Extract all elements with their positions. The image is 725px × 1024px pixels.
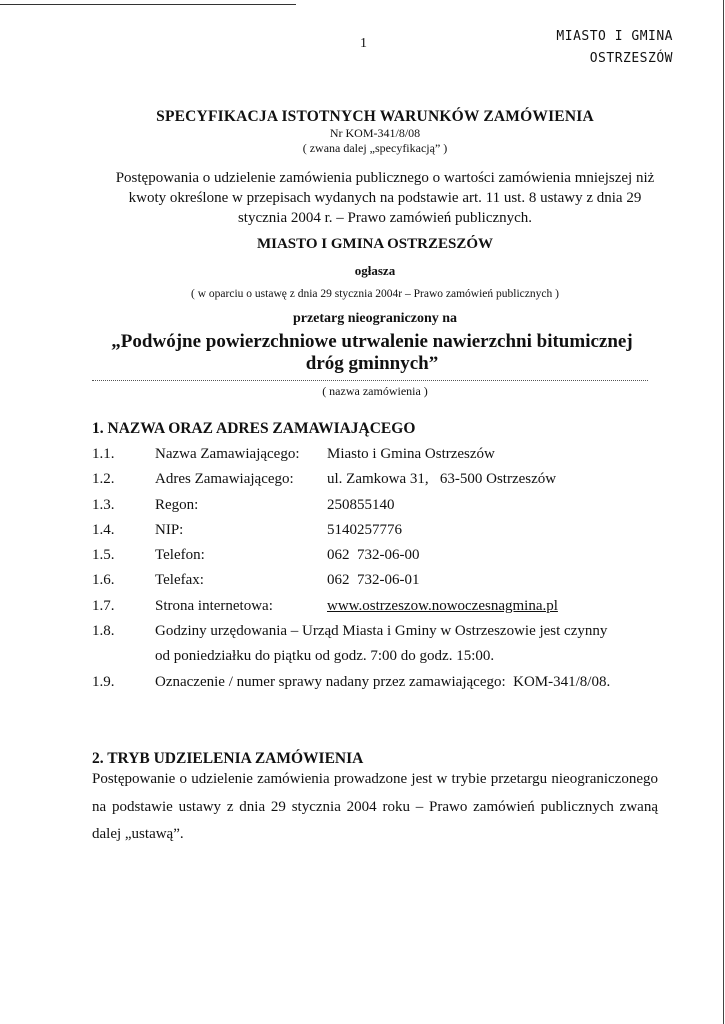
stamp-line-1: MIASTO I GMINA	[556, 29, 673, 44]
institution-stamp	[556, 26, 673, 70]
row-value: ul. Zamkowa 31, 63-500 Ostrzeszów	[327, 471, 557, 487]
info-row	[92, 623, 652, 647]
row-label: Telefon:	[155, 547, 205, 563]
row-label: NIP:	[155, 522, 184, 538]
info-row	[92, 547, 652, 571]
row-number: 1.6.	[92, 572, 115, 588]
order-name: „Podwójne powierzchniowe utrwalenie nawierzchni bitumicznej dróg gminnych”	[111, 331, 633, 374]
info-row	[92, 471, 652, 495]
row-label: Strona internetowa:	[155, 598, 273, 614]
info-row	[92, 497, 652, 521]
document-alias: ( zwana dalej „specyfikacją” )	[302, 141, 448, 155]
row-number: 1.9.	[92, 674, 115, 690]
section-1-heading: 1. NAZWA ORAZ ADRES ZAMAWIAJĄCEGO	[92, 420, 416, 437]
page-number: 1	[360, 36, 367, 51]
row-value: Miasto i Gmina Ostrzeszów	[327, 446, 495, 462]
order-name-caption: ( nazwa zamówienia )	[322, 384, 428, 398]
row-number: 1.1.	[92, 446, 115, 462]
office-hours-line-2: od poniedziałku do piątku od godz. 7:00 do godz. 15:00.	[155, 648, 495, 664]
contracting-authority: MIASTO I GMINA OSTRZESZÓW	[256, 236, 494, 252]
row-value: 5140257776	[327, 522, 402, 538]
website-link[interactable]: www.ostrzeszow.nowoczesnagmina.pl	[327, 598, 558, 614]
tender-type: przetarg nieograniczony na	[292, 311, 458, 326]
info-row-continuation	[92, 648, 652, 672]
announces-label: ogłasza	[354, 263, 396, 278]
row-number: 1.2.	[92, 471, 115, 487]
section-2-heading: 2. TRYB UDZIELENIA ZAMÓWIENIA	[92, 750, 364, 767]
row-number: 1.7.	[92, 598, 115, 614]
document-number: Nr KOM-341/8/08	[329, 126, 421, 140]
row-label: Regon:	[155, 497, 199, 513]
row-label: Nazwa Zamawiającego:	[155, 446, 300, 462]
row-label: Adres Zamawiającego:	[155, 471, 294, 487]
row-value: 062 732-06-00	[327, 547, 420, 563]
section-2-paragraph: Postępowanie o udzielenie zamówienia prowadzone jest w trybie przetargu nieograniczonego na podstawie ustawy z dnia 29 stycznia 2004 roku – Prawo zamówień publicznych zwaną dalej „ustawą”.	[92, 771, 658, 842]
info-row	[92, 674, 652, 698]
top-border-line	[0, 4, 296, 5]
dotted-divider	[92, 380, 648, 381]
stamp-line-2: OSTRZESZÓW	[589, 51, 673, 66]
info-row	[92, 572, 652, 596]
row-value: 250855140	[327, 497, 395, 513]
case-number-text: Oznaczenie / numer sprawy nadany przez zamawiającego: KOM-341/8/08.	[155, 674, 611, 690]
info-row	[92, 598, 652, 622]
office-hours-line-1: Godziny urzędowania – Urząd Miasta i Gminy w Ostrzeszowie jest czynny	[155, 623, 608, 639]
row-number: 1.8.	[92, 623, 115, 639]
row-number: 1.5.	[92, 547, 115, 563]
row-value: 062 732-06-01	[327, 572, 420, 588]
document-title: SPECYFIKACJA ISTOTNYCH WARUNKÓW ZAMÓWIENIA	[156, 108, 594, 125]
legal-basis-note: ( w oparciu o ustawę z dnia 29 stycznia 2004r – Prawo zamówień publicznych )	[191, 288, 559, 300]
intro-paragraph: Postępowania o udzielenie zamówienia publicznego o wartości zamówienia mniejszej niż kwoty określone w przepisach wydanych na podstawie art. 11 ust. 8 ustawy z dnia 29 stycznia 2004 r. – Prawo zamówień publicznych.	[115, 170, 655, 226]
info-row	[92, 522, 652, 546]
website-link-wrapper[interactable]	[327, 598, 558, 615]
row-number: 1.4.	[92, 522, 115, 538]
info-row	[92, 446, 652, 470]
right-border-line	[723, 0, 724, 1024]
row-number: 1.3.	[92, 497, 115, 513]
row-label: Telefax:	[155, 572, 204, 588]
